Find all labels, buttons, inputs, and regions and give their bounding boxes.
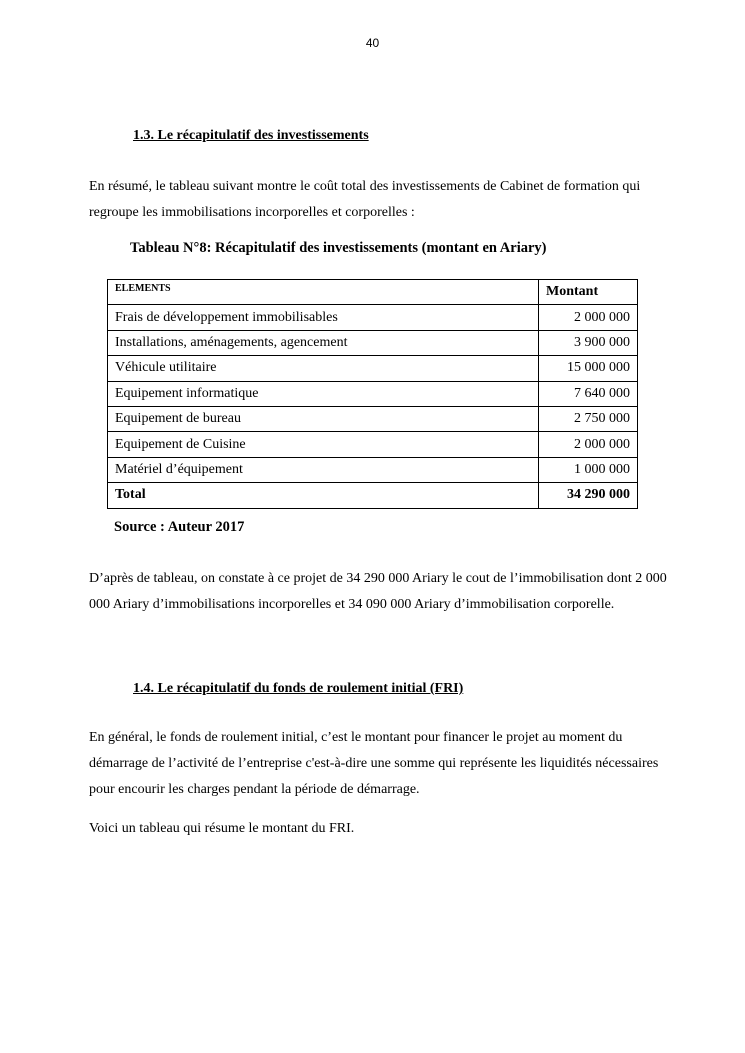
intro-paragraph: En résumé, le tableau suivant montre le coût total des investissements de Cabinet de formation qui regroupe les immobilisations incorporelles et corporelles : (89, 179, 641, 220)
row-label: Installations, aménagements, agencement (108, 330, 539, 355)
table-row (108, 381, 638, 406)
table-row (108, 432, 638, 457)
row-amount: 3 900 000 (539, 330, 638, 355)
row-amount: 2 000 000 (539, 305, 638, 330)
total-label: Total (108, 483, 539, 508)
row-amount: 2 000 000 (539, 432, 638, 457)
closing-paragraph: Voici un tableau qui résume le montant du FRI. (89, 821, 355, 836)
column-header-elements: ELEMENTS (108, 280, 539, 305)
row-label: Equipement de bureau (108, 406, 539, 431)
table-row (108, 305, 638, 330)
table-source: Source : Auteur 2017 (114, 519, 245, 535)
row-amount: 2 750 000 (539, 406, 638, 431)
row-amount: 7 640 000 (539, 381, 638, 406)
row-amount: 15 000 000 (539, 356, 638, 381)
row-label: Frais de développement immobilisables (108, 305, 539, 330)
section-heading-1-4: 1.4. Le récapitulatif du fonds de roulement initial (FRI) (133, 681, 464, 696)
column-header-montant: Montant (539, 280, 638, 305)
table-total-row (108, 483, 638, 508)
fri-paragraph: En général, le fonds de roulement initial, c’est le montant pour financer le projet au moment du démarrage de l’activité de l’entreprise c'est-à-dire une somme qui représente les liquidités nécessaires pour encourir les charges pendant la période de démarrage. (89, 730, 659, 797)
table-row (108, 457, 638, 482)
table-header-row (108, 280, 638, 305)
row-label: Véhicule utilitaire (108, 356, 539, 381)
investment-table (107, 279, 638, 509)
total-amount: 34 290 000 (539, 483, 638, 508)
row-amount: 1 000 000 (539, 457, 638, 482)
table-caption: Tableau N°8: Récapitulatif des investissements (montant en Ariary) (130, 240, 547, 256)
section-heading-1-3: 1.3. Le récapitulatif des investissements (133, 128, 369, 143)
page-number: 40 (365, 36, 380, 50)
table-row (108, 356, 638, 381)
row-label: Equipement informatique (108, 381, 539, 406)
conclusion-paragraph: D’après de tableau, on constate à ce projet de 34 290 000 Ariary le cout de l’immobilisation dont 2 000 000 Ariary d’immobilisations incorporelles et 34 090 000 Ariary d’immobilisation corporelle. (89, 571, 667, 612)
row-label: Equipement de Cuisine (108, 432, 539, 457)
table-row (108, 330, 638, 355)
row-label: Matériel d’équipement (108, 457, 539, 482)
table-row (108, 406, 638, 431)
